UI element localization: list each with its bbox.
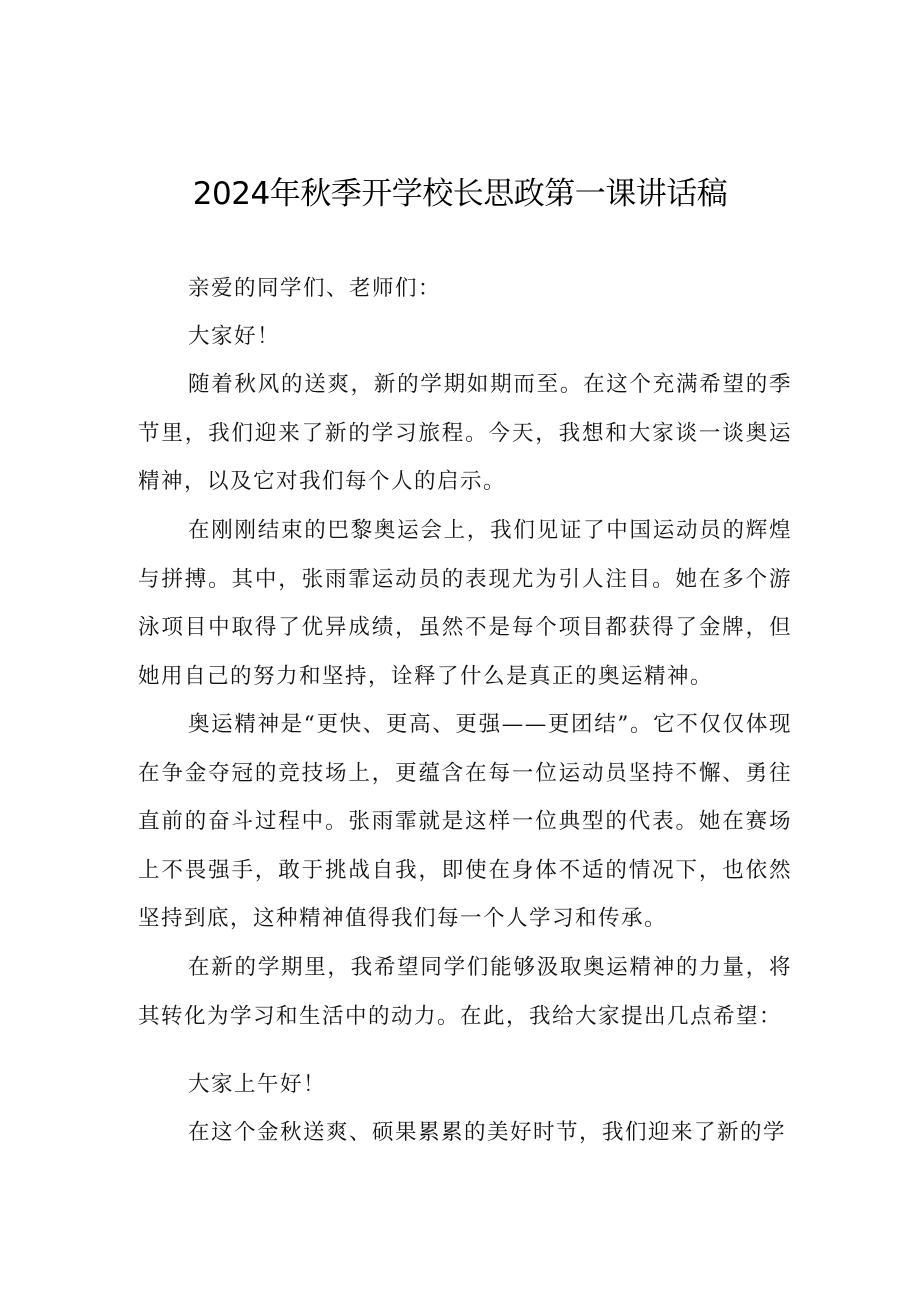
paragraph-morning-greeting: 大家上午好！: [188, 1072, 327, 1097]
paragraph-greeting: 大家好！: [188, 324, 281, 349]
document-title: 2024年秋季开学校长思政第一课讲话稿: [192, 176, 728, 212]
paragraph-golden-autumn: 在这个金秋送爽、硕果累累的美好时节，我们迎来了新的学: [188, 1120, 787, 1145]
paragraph-intro: 随着秋风的送爽，新的学期如期而至。在这个充满希望的季节里，我们迎来了新的学习旅程。今天，我想和大家谈一谈奥运精神，以及它对我们每个人的启示。: [138, 372, 792, 494]
paragraph-salutation: 亲爱的同学们、老师们：: [188, 276, 442, 301]
paragraph-paris-olympics: 在刚刚结束的巴黎奥运会上，我们见证了中国运动员的辉煌与拼搏。其中，张雨霏运动员的表现尤为引人注目。她在多个游泳项目中取得了优异成绩，虽然不是每个项目都获得了金牌，但她用自己的努力和坚持，诠释了什么是真正的奥运精神。: [138, 518, 792, 689]
paragraph-olympic-spirit: 奥运精神是“更快、更高、更强——更团结”。它不仅仅体现在争金夺冠的竞技场上，更蕴含在每一位运动员坚持不懈、勇往直前的奋斗过程中。张雨霏就是这样一位典型的代表。她在赛场上不畏强手，敢于挑战自我，即使在身体不适的情况下，也依然坚持到底，这种精神值得我们每一个人学习和传承。: [138, 712, 792, 931]
paragraph-new-semester-hopes: 在新的学期里，我希望同学们能够汲取奥运精神的力量，将其转化为学习和生活中的动力。在此，我给大家提出几点希望：: [138, 955, 792, 1029]
